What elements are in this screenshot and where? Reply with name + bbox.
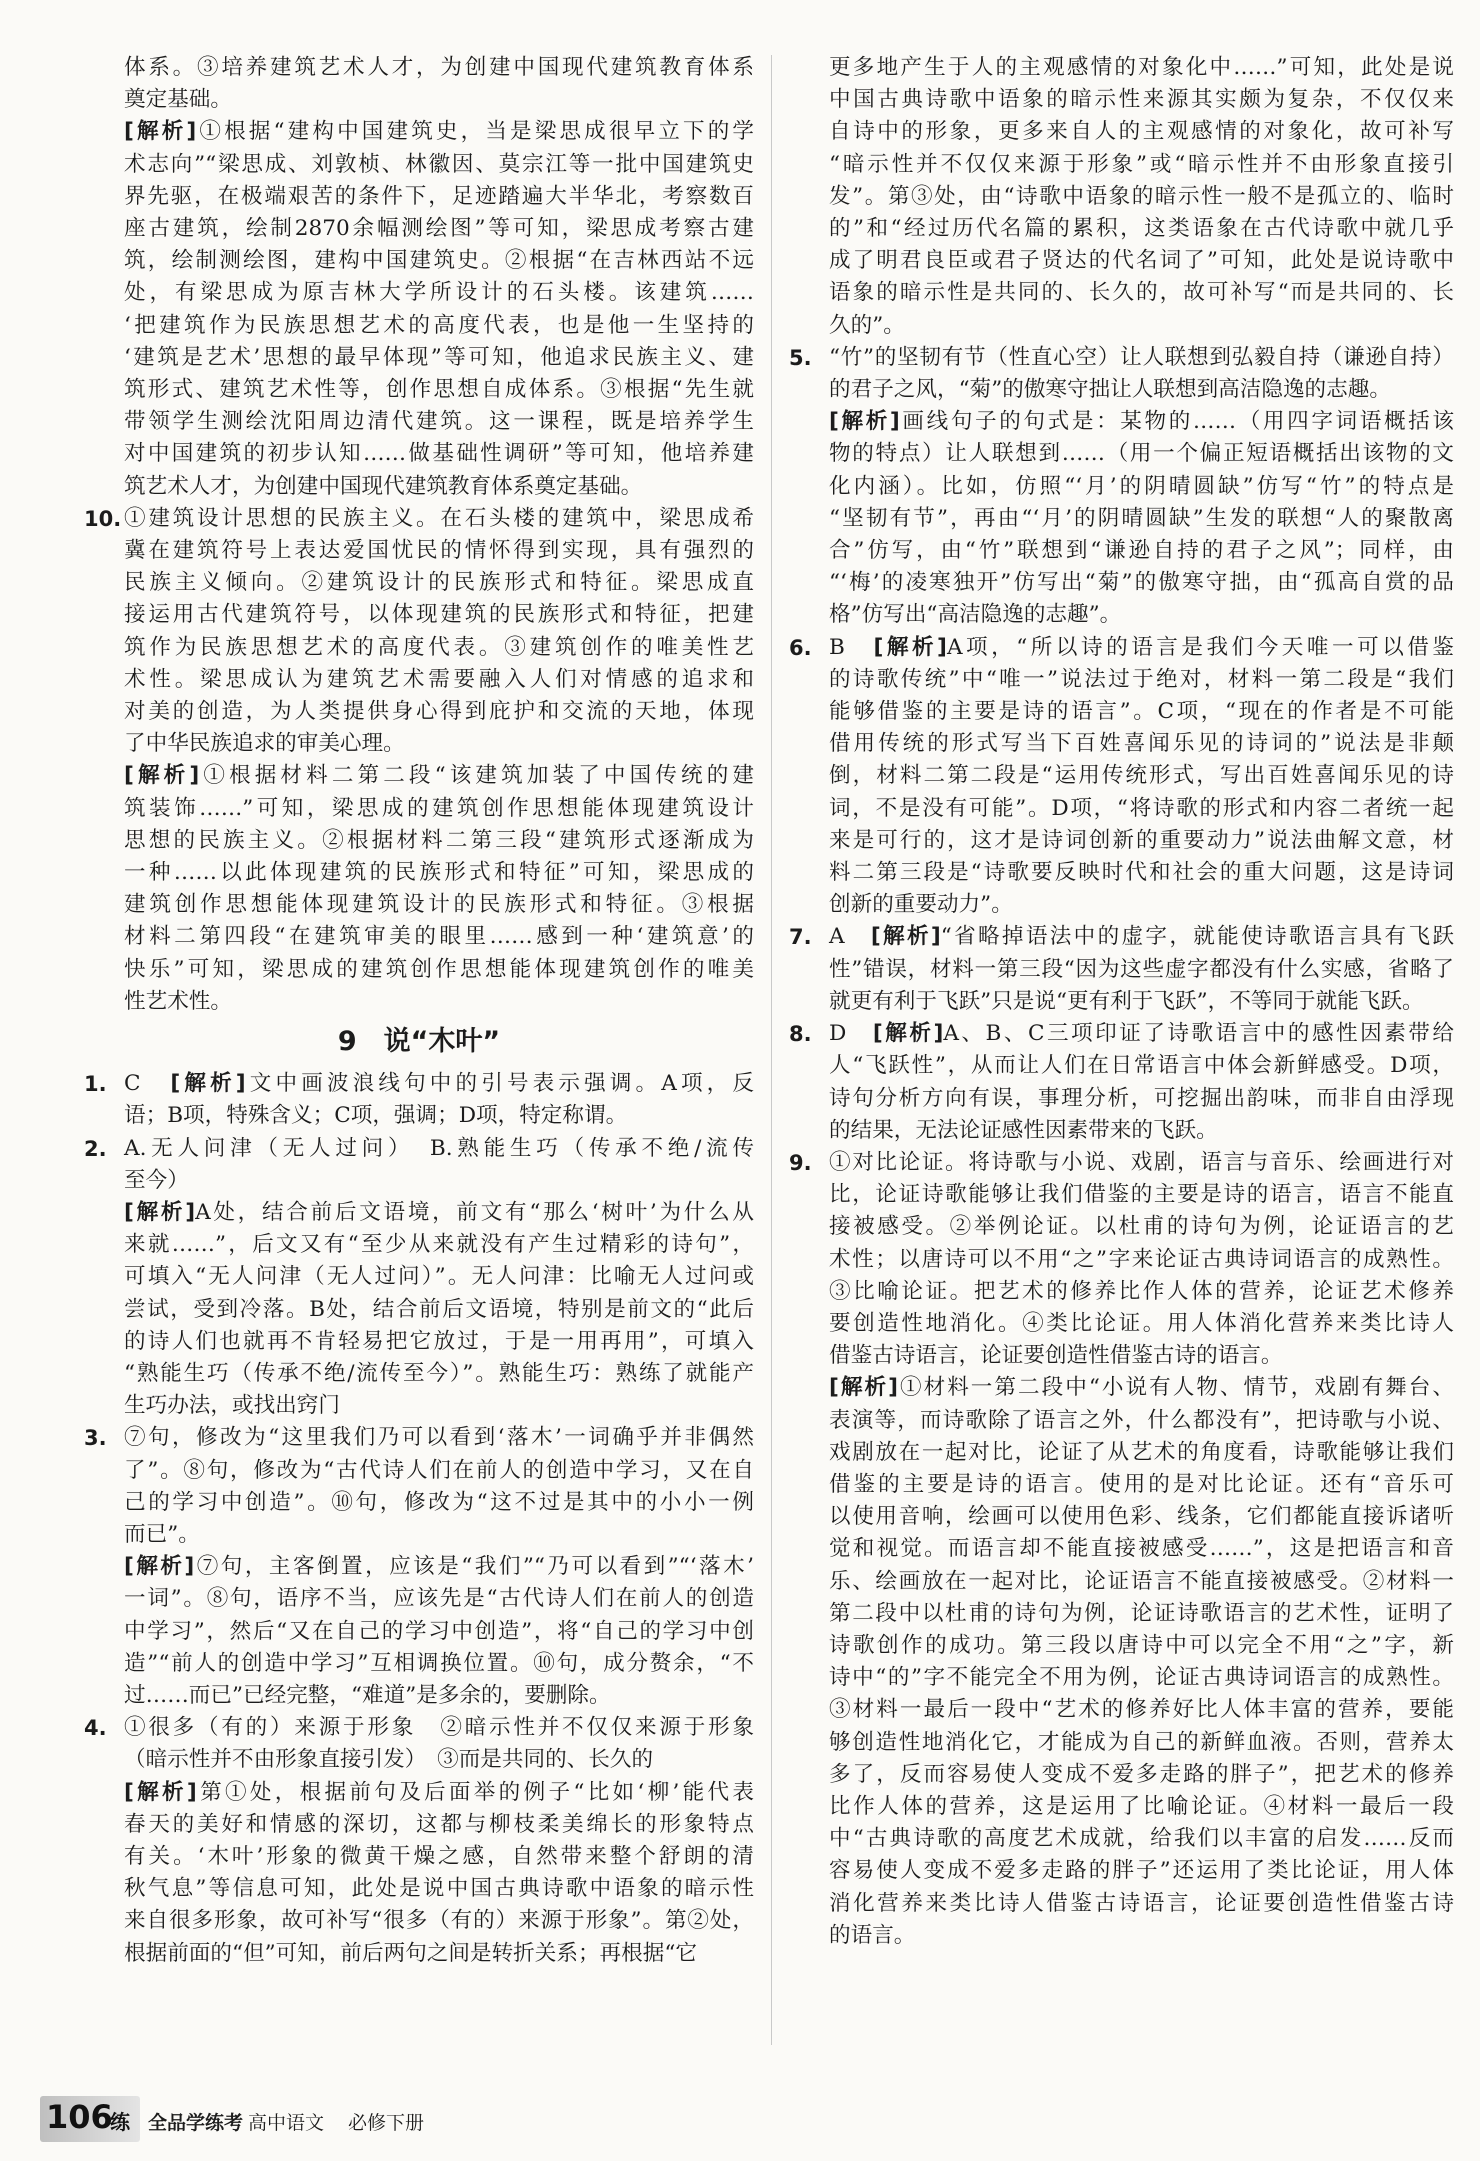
text-line: 对美的创造，为人类提供身心得到庇护和交流的天地，体现 [124,699,754,725]
text-line: 比作人体的营养，这是运用了比喻论证。④材料一最后一段 [829,1793,1454,1819]
text-line: 诗歌创作的成功。第三段以唐诗中可以完全不用“之”字，新 [829,1632,1454,1658]
item-number: 5. [789,345,812,370]
answer-item [84,1422,754,1551]
text-line: 觉和视觉。而语言却不能直接被感受……”，这是把语言和音 [829,1536,1454,1562]
text-line: “竹”的坚韧有节（性直心空）让人联想到弘毅自持（谦逊自持） [829,344,1454,370]
text-line: “坚韧有节”，再由“‘月’的阴晴圆缺”生发的联想“人的聚散离 [829,505,1454,531]
text-line: 人“飞跃性”，从而让人们在日常语言中体会新鲜感受。D项， [829,1053,1454,1079]
column-divider [771,55,772,2045]
text-line: 化内涵）。比如，仿照“‘月’的阴晴圆缺”仿写“竹”的特点是 [829,473,1454,499]
text-line: [解析]①根据“建构中国建筑史，当是梁思成很早立下的学 [124,119,754,145]
text-line: 的诗人们也就再不肯轻易把它放过，于是一用再用”，可填入 [124,1328,754,1354]
answer-paragraph [789,406,1454,631]
text-line: 性”错误，材料一第三段“因为这些虚字都没有什么实感，省略了 [829,956,1454,982]
answer-item [789,1147,1454,1372]
text-line: 成了明君良臣或君子贤达的代名词了”可知，此处是说诗歌中 [829,248,1454,274]
text-line: 倒，材料二第二段是“运用传统形式，写出百姓喜闻乐见的诗 [829,763,1454,789]
analysis-marker: [解析] [829,1375,898,1401]
item-number: 3. [84,1426,107,1451]
text-line: 诗句分析方向有误，事理分析，可挖掘出韵味，而非自由浮现 [829,1085,1454,1111]
text-line: 的”和“经过历代名篇的累积，这类语象在古代诗歌中就几乎 [829,216,1454,242]
text-line: 造”“前人的创造中学习”互相调换位置。⑩句，成分赘余，“不 [124,1650,754,1676]
answer-item [789,632,1454,922]
text-line: 中“古典诗歌的高度艺术成就，给我们以丰富的启发……反而 [829,1826,1454,1852]
text-line: 处，有梁思成为原吉林大学所设计的石头楼。该建筑…… [124,280,754,306]
analysis-marker: [解析] [124,1779,197,1805]
item-number: 8. [789,1022,812,1047]
text-line: 借鉴古诗语言，论证要创造性借鉴古诗的语言。 [829,1343,1283,1369]
left-column [84,52,754,1970]
text-line: 料二第三段是“诗歌要反映时代和社会的重大问题，这是诗词 [829,860,1454,886]
text-line: [解析]①根据材料二第二段“该建筑加装了中国传统的建 [124,763,754,789]
text-line: 己的学习中创造”。⑩句，修改为“这不过是其中的小小一例 [124,1489,754,1515]
text-line: “‘梅’的凌寒独开”仿写出“菊”的傲寒守拙，由“孤高自赏的品 [829,570,1454,596]
text-line: 戏剧放在一起对比，论证了从艺术的角度看，诗歌能够让我们 [829,1439,1454,1465]
lian-label: 练 [110,2110,130,2134]
text-line: 第二段中以杜甫的诗句为例，论证诗歌语言的艺术性，证明了 [829,1600,1454,1626]
text-line: 接被感受。②举例论证。以杜甫的诗句为例，论证语言的艺 [829,1214,1454,1240]
answer-paragraph [84,760,754,1018]
text-line: 座古建筑，绘制2870余幅测绘图”等可知，梁思成考察古建 [124,216,754,242]
text-line: 创新的重要动力”。 [829,892,1013,918]
text-line: 快乐”可知，梁思成的建筑创作思想能体现建筑创作的唯美 [124,956,754,982]
text-line: 过……而已”已经完整，“难道”是多余的，要删除。 [124,1682,611,1708]
text-line: ①很多（有的）来源于形象 ②暗示性并不仅仅来源于形象 [124,1715,754,1741]
text-line: “暗示性并不仅仅来源于形象”或“暗示性并不由形象直接引 [829,151,1454,177]
text-line: 就更有利于飞跃”只是说“更有利于飞跃”，不等同于就能飞跃。 [829,988,1424,1014]
answer-item [789,1018,1454,1147]
text-line: 术志向”“梁思成、刘敦桢、林徽因、莫宗江等一批中国建筑史 [124,151,754,177]
text-line: 材料二第四段“在建筑审美的眼里……感到一种‘建筑意’的 [124,924,754,950]
answer-item [789,921,1454,1018]
text-line: 对中国建筑的初步认知……做基础性调研”等可知，他培养建 [124,441,754,467]
answer-item [789,342,1454,406]
text-line: 筑艺术人才，为创建中国现代建筑教育体系奠定基础。 [124,473,643,499]
analysis-marker: [解析] [872,1021,944,1047]
item-number: 1. [84,1072,107,1097]
item-number: 4. [84,1716,107,1741]
text-line: ‘建筑是艺术’思想的最早体现”等可知，他追求民族主义、建 [124,344,754,370]
text-line: 表演等，而诗歌除了语言之外，什么都没有”，把诗歌与小说、 [829,1407,1454,1433]
text-line: 有关。‘木叶’形象的微黄干燥之感，自然带来整个舒朗的清 [124,1843,754,1869]
book-name: 必修下册 [348,2112,425,2134]
text-line: 来自很多形象，故可补写“很多（有的）来源于形象”。第②处， [124,1908,754,1934]
text-line: 生巧办法，或找出窍门 [124,1393,340,1419]
text-line: 中学习”，然后“又在自己的学习中创造”，将“自己的学习中创 [124,1618,754,1644]
answer-paragraph [84,52,754,116]
answer-paragraph [84,1551,754,1712]
text-line: 的君子之风，“菊”的傲寒守拙让人联想到高洁隐逸的志趣。 [829,377,1391,403]
text-line: D [解析]A、B、C三项印证了诗歌语言中的感性因素带给 [829,1021,1454,1047]
text-line: 筑，绘制测绘图，建构中国建筑史。②根据“在吉林西站不远 [124,248,754,274]
text-line: 术性。梁思成认为建筑艺术需要融入人们对情感的追求和 [124,666,754,692]
text-line: ①建筑设计思想的民族主义。在石头楼的建筑中，梁思成希 [124,505,754,531]
text-line: 借鉴的主要是诗的语言。使用的是对比论证。还有“音乐可 [829,1471,1454,1497]
analysis-marker: [解析] [124,1554,195,1580]
text-line: 久的”。 [829,312,905,338]
text-line: ‘把建筑作为民族思想艺术的高度代表，也是他一生坚持的 [124,312,754,338]
text-line: 奠定基础。 [124,87,232,113]
text-line: 多了，反而容易使人变成不爱多走路的胖子”，把艺术的修养 [829,1761,1454,1787]
text-line: ⑦句，修改为“这里我们乃可以看到‘落木’一词确乎并非偶然 [124,1425,754,1451]
text-line: 消化营养来类比诗人借鉴古诗语言，论证要创造性借鉴古诗 [829,1890,1454,1916]
page-number: 106 [46,2098,113,2136]
text-line: C [解析]文中画波浪线句中的引号表示强调。A项，反 [124,1071,754,1097]
text-line: 筑装饰……”可知，梁思成的建筑创作思想能体现建筑设计 [124,795,754,821]
text-line: [解析]画线句子的句式是：某物的……（用四字词语概括该 [829,409,1454,435]
text-line: ①对比论证。将诗歌与小说、戏剧，语言与音乐、绘画进行对 [829,1149,1454,1175]
text-line: 而已”。 [124,1521,200,1547]
analysis-marker: [解析] [873,634,947,660]
text-line: 发”。第③处，由“诗歌中语象的暗示性一般不是孤立的、临时 [829,183,1454,209]
item-number: 6. [789,635,812,660]
text-line: 来就……”，后文又有“至少从来就没有产生过精彩的诗句”， [124,1232,754,1258]
text-line: 性艺术性。 [124,988,232,1014]
text-line: 自诗中的形象，更多来自人的主观感情的对象化，故可补写 [829,119,1454,145]
text-line: A [解析]“省略掉语法中的虚字，就能使诗歌语言具有飞跃 [829,924,1454,950]
text-line: 冀在建筑符号上表达爱国忧民的情怀得到实现，具有强烈的 [124,538,754,564]
brand-name: 全品学练考 [148,2112,244,2134]
item-number: 10. [84,506,122,531]
answer-item [84,1133,754,1197]
text-line: 容易使人变成不爱多走路的胖子”还运用了类比论证，用人体 [829,1858,1454,1884]
text-line: 的诗歌传统”中“唯一”说法过于绝对，材料一第二段是“我们 [829,666,1454,692]
text-line: [解析]①材料一第二段中“小说有人物、情节，戏剧有舞台、 [829,1375,1454,1401]
text-line: 带领学生测绘沈阳周边清代建筑。这一课程，既是培养学生 [124,409,754,435]
text-line: 词，不是没有可能”。D项，“将诗歌的形式和内容二者统一起 [829,795,1454,821]
text-line: 更多地产生于人的主观感情的对象化中……”可知，此处是说 [829,55,1454,80]
section-title: 9 说“木叶” [337,1026,501,1058]
text-line: 的结果，无法论证感性因素带来的飞跃。 [829,1117,1218,1143]
text-line: 根据前面的“但”可知，前后两句之间是转折关系；再根据“它 [124,1940,697,1966]
analysis-marker: [解析] [870,924,941,950]
answer-paragraph [84,1777,754,1970]
text-line: 借用传统的形式写当下百姓喜闻乐见的诗词的”说法是非颠 [829,731,1454,757]
text-line: A.无人问津（无人过问） B.熟能生巧（传承不绝/流传 [124,1135,754,1161]
text-line: 中国古典诗歌中语象的暗示性来源其实颇为复杂，不仅仅来 [829,87,1454,113]
answer-paragraph [84,116,754,502]
text-line: ③材料一最后一段中“艺术的修养好比人体丰富的营养，要能 [829,1697,1454,1723]
text-line: B [解析]A项，“所以诗的语言是我们今天唯一可以借鉴 [829,634,1454,660]
text-line: 体系。③培养建筑艺术人才，为创建中国现代建筑教育体系 [124,55,754,80]
text-line: [解析]⑦句，主客倒置，应该是“我们”“乃可以看到”“‘落木’ [124,1554,754,1580]
answer-item [84,1068,754,1132]
text-line: 要创造性地消化。④类比论证。用人体消化营养来类比诗人 [829,1310,1454,1336]
text-line: 春天的美好和情感的深切，这都与柳枝柔美绵长的形象特点 [124,1811,754,1837]
text-line: 了中华民族追求的审美心理。 [124,731,405,757]
text-line: 界先驱，在极端艰苦的条件下，足迹踏遍大半华北，考察数百 [124,183,754,209]
page-footer [40,2096,560,2144]
text-line: 尝试，受到冷落。B处，结合前后文语境，特别是前文的“此后 [124,1296,754,1322]
text-line: 来是可行的，这才是诗词创新的重要动力”说法曲解文意，材 [829,827,1454,853]
answer-paragraph [789,1372,1454,1952]
answer-paragraph [789,52,1454,342]
text-line: 接运用古代建筑符号，以体现建筑的民族形式和特征，把建 [124,602,754,628]
text-line: 可填入“无人问津（无人过问）”。无人问津：比喻无人过问或 [124,1264,754,1290]
analysis-marker: [解析] [170,1071,246,1097]
item-number: 9. [789,1150,812,1175]
text-line: 够创造性地消化它，才能成为自己的新鲜血液。否则，营养太 [829,1729,1454,1755]
text-line: [解析]A处，结合前后文语境，前文有“那么‘树叶’为什么从 [124,1199,754,1225]
text-line: 能够借鉴的主要是诗的语言”。C项，“现在的作者是不可能 [829,699,1454,725]
text-line: 了”。⑧句，修改为“古代诗人们在前人的创造中学习，又在自 [124,1457,754,1483]
answer-item [84,503,754,761]
text-line: 的语言。 [829,1922,916,1948]
answer-paragraph [84,1197,754,1422]
text-line: 至今） [124,1167,189,1193]
text-line: 秋气息”等信息可知，此处是说中国古典诗歌中语象的暗示性 [124,1876,754,1902]
text-line: [解析]第①处，根据前句及后面举的例子“比如‘柳’能代表 [124,1779,754,1805]
analysis-marker: [解析] [124,763,200,789]
analysis-marker: [解析] [124,119,197,145]
text-line: 乐、绘画放在一起对比，论证语言不能直接被感受。②材料一 [829,1568,1454,1594]
text-line: 比，论证诗歌能够让我们借鉴的主要是诗的语言，语言不能直 [829,1182,1454,1208]
subject-name: 高中语文 [248,2112,325,2134]
text-line: 一种……以此体现建筑的民族形式和特征”可知，梁思成的 [124,860,754,886]
analysis-marker: [解析] [829,409,900,435]
text-line: 语象的暗示性是共同的、长久的，故可补写“而是共同的、长 [829,280,1454,306]
text-line: 以使用音响，绘画可以使用色彩、线条，它们都能直接诉诸听 [829,1504,1454,1530]
text-line: 诗中“的”字不能完全不用为例，论证古典诗词语言的成熟性。 [829,1665,1454,1691]
text-line: 民族主义倾向。②建筑设计的民族形式和特征。梁思成直 [124,570,754,596]
item-number: 2. [84,1136,107,1161]
right-column [789,52,1454,1952]
text-line: “熟能生巧（传承不绝/流传至今）”。熟能生巧：熟练了就能产 [124,1360,754,1386]
text-line: （暗示性并不由形象直接引发） ③而是共同的、长久的 [124,1747,654,1773]
answer-item [84,1712,754,1776]
text-line: 思想的民族主义。②根据材料二第三段“建筑形式逐渐成为 [124,827,754,853]
text-line: 物的特点）让人联想到……（用一个偏正短语概括出该物的文 [829,441,1454,467]
text-line: 筑形式、建筑艺术性等，创作思想自成体系。③根据“先生就 [124,377,754,403]
text-line: 建筑创作思想能体现建筑设计的民族形式和特征。③根据 [124,892,754,918]
text-line: 合”仿写，由“竹”联想到“谦逊自持的君子之风”；同样，由 [829,538,1454,564]
text-line: 格”仿写出“高洁隐逸的志趣”。 [829,602,1122,628]
text-line: 一词”。⑧句，语序不当，应该先是“古代诗人们在前人的创造 [124,1586,754,1612]
item-number: 7. [789,925,812,950]
text-line: 语；B项，特殊含义；C项，强调；D项，特定称谓。 [124,1103,628,1129]
text-line: ③比喻论证。把艺术的修养比作人体的营养，论证艺术修养 [829,1278,1454,1304]
text-line: 筑作为民族思想艺术的高度代表。③建筑创作的唯美性艺 [124,634,754,660]
analysis-marker: [解析] [124,1199,196,1225]
text-line: 术性；以唐诗可以不用“之”字来论证古典诗词语言的成熟性。 [829,1246,1454,1272]
